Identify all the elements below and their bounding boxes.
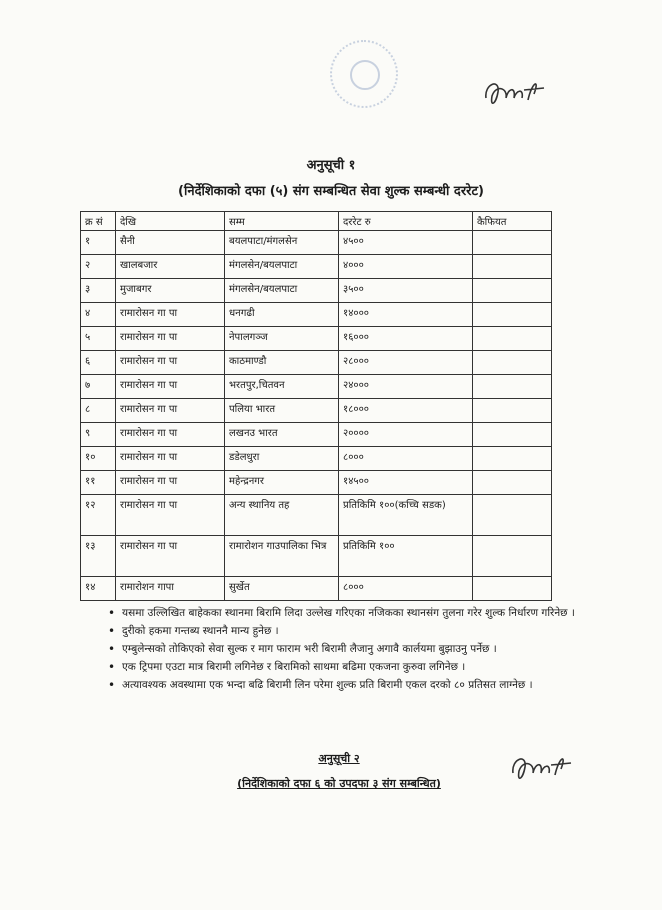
cell-rate: प्रतिकिमि १०० bbox=[339, 536, 473, 577]
note-item: • एम्बुलेन्सको तोकिएको सेवा सुल्क र माग फाराम भरी बिरामी लैजानु अगावै कार्लयमा बुझाउनु पर्नेछ । bbox=[108, 641, 608, 657]
cell-serial: १४ bbox=[81, 577, 116, 601]
cell-rate: १४००० bbox=[339, 303, 473, 327]
cell-to: नेपालगञ्ज bbox=[225, 327, 339, 351]
table-row bbox=[81, 536, 552, 577]
cell-remarks bbox=[473, 536, 552, 577]
table-row bbox=[81, 255, 552, 279]
cell-serial: १३ bbox=[81, 536, 116, 577]
cell-to: महेन्द्रनगर bbox=[225, 471, 339, 495]
col-from-header: देखि bbox=[116, 212, 225, 231]
cell-from: रामारोसन गा पा bbox=[116, 351, 225, 375]
cell-remarks bbox=[473, 423, 552, 447]
cell-serial: १ bbox=[81, 231, 116, 255]
cell-to: बयलपाटा/मंगलसेन bbox=[225, 231, 339, 255]
cell-remarks bbox=[473, 447, 552, 471]
cell-from: रामारोसन गा पा bbox=[116, 399, 225, 423]
cell-from: रामारोशन गापा bbox=[116, 577, 225, 601]
note-item: • एक ट्रिपमा एउटा मात्र बिरामी लगिनेछ र बिरामिको साथमा बढिमा एकजना कुरुवा लगिनेछ । bbox=[108, 659, 608, 675]
cell-from: रामारोसन गा पा bbox=[116, 471, 225, 495]
cell-to: पलिया भारत bbox=[225, 399, 339, 423]
cell-rate: १४५०० bbox=[339, 471, 473, 495]
annex-2-subtitle: (निर्देशिकाको दफा ६ को उपदफा ३ संग सम्बन्धित) bbox=[237, 777, 441, 790]
cell-serial: २ bbox=[81, 255, 116, 279]
table-row bbox=[81, 423, 552, 447]
cell-to: भरतपुर,चितवन bbox=[225, 375, 339, 399]
table-row bbox=[81, 375, 552, 399]
cell-serial: १२ bbox=[81, 495, 116, 536]
table-header-row bbox=[81, 212, 552, 231]
cell-serial: ९ bbox=[81, 423, 116, 447]
table-row bbox=[81, 495, 552, 536]
cell-remarks bbox=[473, 375, 552, 399]
cell-remarks bbox=[473, 471, 552, 495]
cell-serial: ३ bbox=[81, 279, 116, 303]
cell-remarks bbox=[473, 231, 552, 255]
cell-to: काठमाण्डौ bbox=[225, 351, 339, 375]
cell-to: डडेलधुरा bbox=[225, 447, 339, 471]
col-rate-header: दररेट रु bbox=[339, 212, 473, 231]
cell-serial: ५ bbox=[81, 327, 116, 351]
table-row bbox=[81, 447, 552, 471]
office-stamp bbox=[330, 40, 398, 108]
cell-remarks bbox=[473, 577, 552, 601]
cell-from: मुजाबगर bbox=[116, 279, 225, 303]
cell-from: रामारोसन गा पा bbox=[116, 327, 225, 351]
cell-to: लखनउ भारत bbox=[225, 423, 339, 447]
cell-rate: २८००० bbox=[339, 351, 473, 375]
cell-serial: ११ bbox=[81, 471, 116, 495]
table-row bbox=[81, 577, 552, 601]
cell-remarks bbox=[473, 279, 552, 303]
table-row bbox=[81, 231, 552, 255]
cell-from: रामारोसन गा पा bbox=[116, 303, 225, 327]
annex-2-title: अनुसूची २ bbox=[318, 752, 360, 765]
cell-to: धनगढी bbox=[225, 303, 339, 327]
col-remarks-header: कैफियत bbox=[473, 212, 552, 231]
cell-remarks bbox=[473, 495, 552, 536]
col-serial-header: क्र सं bbox=[81, 212, 116, 231]
cell-serial: ४ bbox=[81, 303, 116, 327]
note-item: • अत्यावश्यक अवस्थामा एक भन्दा बढि बिरामी लिन परेमा शुल्क प्रति बिरामी एकल दरको ८० प्रतिसत लाग्नेछ । bbox=[108, 677, 608, 693]
cell-serial: ७ bbox=[81, 375, 116, 399]
cell-rate: ४००० bbox=[339, 255, 473, 279]
cell-remarks bbox=[473, 303, 552, 327]
cell-from: रामारोसन गा पा bbox=[116, 375, 225, 399]
cell-rate: प्रतिकिमि १००(कच्चि सडक) bbox=[339, 495, 473, 536]
cell-rate: १८००० bbox=[339, 399, 473, 423]
cell-rate: ८००० bbox=[339, 447, 473, 471]
cell-remarks bbox=[473, 327, 552, 351]
rate-table bbox=[80, 211, 552, 601]
signature-top bbox=[478, 70, 548, 112]
annex-1-subtitle: (निर्देशिकाको दफा (५) संग सम्बन्धित सेवा शुल्क सम्बन्धी दररेट) bbox=[178, 184, 484, 199]
cell-from: रामारोसन गा पा bbox=[116, 423, 225, 447]
cell-to: सुर्खेत bbox=[225, 577, 339, 601]
table-row bbox=[81, 351, 552, 375]
table-row bbox=[81, 279, 552, 303]
cell-serial: ६ bbox=[81, 351, 116, 375]
cell-from: सैनी bbox=[116, 231, 225, 255]
cell-from: खालबजार bbox=[116, 255, 225, 279]
cell-rate: २०००० bbox=[339, 423, 473, 447]
col-to-header: सम्म bbox=[225, 212, 339, 231]
notes-list bbox=[108, 605, 608, 695]
cell-remarks bbox=[473, 255, 552, 279]
cell-to: रामारोशन गाउपालिका भित्र bbox=[225, 536, 339, 577]
annex-1-title: अनुसूची १ bbox=[306, 158, 356, 173]
cell-rate: ४५०० bbox=[339, 231, 473, 255]
cell-from: रामारोसन गा पा bbox=[116, 447, 225, 471]
table-row bbox=[81, 399, 552, 423]
note-item: • यसमा उल्लिखित बाहेकका स्थानमा बिरामि लिदा उल्लेख गरिएका नजिकका स्थानसंग तुलना गरेर शुल्क निर्धारण गरिनेछ । bbox=[108, 605, 608, 621]
cell-to: मंगलसेन/बयलपाटा bbox=[225, 255, 339, 279]
cell-rate: २४००० bbox=[339, 375, 473, 399]
cell-rate: १६००० bbox=[339, 327, 473, 351]
cell-remarks bbox=[473, 399, 552, 423]
cell-remarks bbox=[473, 351, 552, 375]
cell-to: मंगलसेन/बयलपाटा bbox=[225, 279, 339, 303]
cell-from: रामारोसन गा पा bbox=[116, 536, 225, 577]
table-row bbox=[81, 327, 552, 351]
cell-rate: ३५०० bbox=[339, 279, 473, 303]
cell-from: रामारोसन गा पा bbox=[116, 495, 225, 536]
cell-serial: १० bbox=[81, 447, 116, 471]
cell-rate: ८००० bbox=[339, 577, 473, 601]
table-row bbox=[81, 471, 552, 495]
note-item: • दुरीको हकमा गन्तब्य स्थाननै मान्य हुनेछ । bbox=[108, 623, 608, 639]
table-row bbox=[81, 303, 552, 327]
cell-to: अन्य स्थानिय तह bbox=[225, 495, 339, 536]
cell-serial: ८ bbox=[81, 399, 116, 423]
